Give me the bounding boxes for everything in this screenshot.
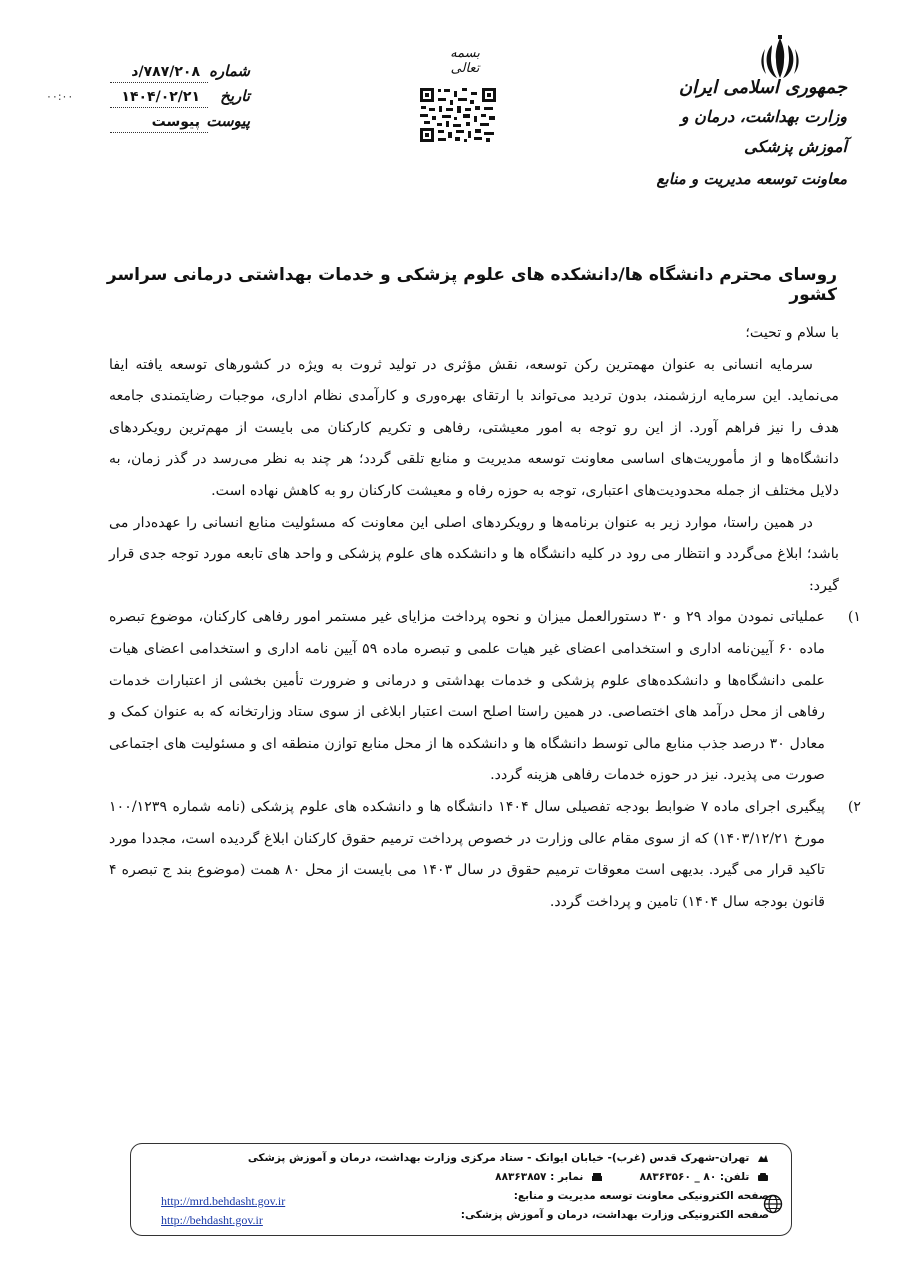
fax-icon [591, 1172, 603, 1182]
number-row [100, 62, 250, 87]
list-item [109, 792, 861, 918]
side-mark: ۰۰:۰۰ [46, 90, 74, 103]
footer-site1-label: صفحه الکترونیکی معاونت توسعه مدیریت و منابع: [513, 1190, 769, 1202]
globe-icon [763, 1194, 783, 1214]
link-ministry-website[interactable]: http://behdasht.gov.ir [161, 1213, 263, 1227]
basmala: بسمه تعالی [450, 46, 480, 76]
attachment-label: پیوست [206, 112, 250, 130]
list-item [109, 602, 861, 792]
letter-addressee: روسای محترم دانشگاه ها/دانشکده های علوم پزشکی و خدمات بهداشتی درمانی سراسر کشور [106, 265, 837, 305]
date-label: تاریخ [220, 87, 250, 105]
org-country: جمهوری اسلامی ایران [678, 77, 847, 98]
paragraph-1: سرمایه انسانی به عنوان مهمترین رکن توسعه، نقش مؤثری در تولید ثروت به ویژه در کشورهای توسعه یافته ایفا می‌نماید. این سرمایه ارزشمند، بدون تردید می‌تواند با ارتقای بهره‌وری و کارآمدی نظام اداری، موجبات رضایتمندی جامعه هدف را نیز فراهم آورد. از این رو توجه به امور معیشتی، رفاهی و تکریم کارکنان می بایست از مهم‌ترین رویکردهای دانشگاه‌ها و از مأموریت‌های اساسی معاونت توسعه مدیریت و منابع تلقی گردد؛ هر چند به نظر می‌رسد در گذر زمان، به دلایل مختلف از جمله محدودیت‌های اعتباری، توجه به حوزه رفاه و معیشت کارکنان رو به کاهش نهاده است. [109, 356, 839, 499]
attachment-value: پیوست [151, 114, 200, 130]
number-label: شماره [209, 62, 250, 80]
list-item-text: پیگیری اجرای ماده ۷ ضوابط بودجه تفصیلی سال ۱۴۰۴ دانشگاه ها و دانشکده های علوم پزشکی (نامه شماره ۱۰۰/۱۲۳۹ مورخ ۱۴۰۳/۱۲/۲۱) که از سوی مقام عالی وزارت در خصوص پرداخت ترمیم حقوق کارکنان ابلاغ گردیده است، مجددا مورد تاکید قرار می گیرد. بدیهی است معوقات ترمیم حقوق در سال ۱۴۰۳ می بایست از محل ۸۰ همت (موضوع بند ج تبصره ۴ قانون بودجه سال ۱۴۰۴) تامین و پرداخت گردد. [109, 798, 826, 910]
letter-body [109, 318, 861, 918]
greeting: با سلام و تحیت؛ [745, 325, 839, 341]
letter-number: ۷۸۷/۲۰۸/د [131, 64, 200, 80]
footer-phone: تلفن: ۸۰ _ ۸۸۳۶۳۵۶۰ [639, 1171, 750, 1183]
footer-links [161, 1192, 285, 1230]
org-ministry: وزارت بهداشت، درمان و آموزش پزشکی [680, 107, 847, 156]
footer-box [130, 1143, 792, 1236]
list-item-number: ۱) [847, 609, 861, 626]
letter-meta [100, 62, 250, 137]
phone-icon [757, 1172, 769, 1182]
footer-phone-line [289, 1168, 769, 1187]
footer-contact [247, 1149, 769, 1225]
footer-address-line [247, 1149, 769, 1168]
link-mrd-website[interactable]: http://mrd.behdasht.gov.ir [161, 1194, 286, 1208]
footer-address: تهران-شهرک قدس (غرب)- خیابان ایوانک - ستاد مرکزی وزارت بهداشت، درمان و آموزش پزشکی [247, 1152, 750, 1164]
list-item-number: ۲) [847, 798, 861, 815]
footer-fax: نمابر : ۸۸۳۶۳۸۵۷ [495, 1171, 584, 1183]
paragraph-2: در همین راستا، موارد زیر به عنوان برنامه‌ها و رویکردهای اصلی این معاونت که مسئولیت منابع انسانی را عهده‌دار می باشد؛ ابلاغ می‌گردد و انتظار می رود در کلیه دانشگاه ها و دانشکده های علوم پزشکی و واحد های تابعه مورد توجه جدی قرار گیرد: [109, 514, 839, 594]
location-icon [757, 1153, 769, 1163]
list-item-text: عملیاتی نمودن مواد ۲۹ و ۳۰ دستورالعمل میزان و نحوه پرداخت مزایای غیر مستمر امور رفاهی کارکنان، موضوع تبصره ماده ۶۰ آیین‌نامه اداری و استخدامی اعضای غیر هیات علمی و تبصره ماده ۵۹ آیین نامه اداری و استخدامی اعضای هیات علمی دانشگاه‌ها و دانشکده‌های علوم پزشکی و خدمات بهداشتی و درمانی و ضرورت تأمین بخشی از اعتبارات خدمات رفاهی از محل درآمد های اختصاصی. در همین راستا اصلح است اعتبار ابلاغی از سوی ستاد وزارتخانه که به عنوان کمک و معادل ۳۰ درصد جذب منابع مالی توسط دانشگاه ها و دانشکده ها از محل منابع توازن منطقه ای و مسئولیت های اجتماعی صورت می پذیرد. نیز در حوزه خدمات رفاهی هزینه گردد. [109, 609, 825, 784]
footer-site2-label: صفحه الکترونیکی وزارت بهداشت، درمان و آموزش پزشکی: [460, 1209, 769, 1221]
date-row [100, 87, 250, 112]
attachment-row [100, 112, 250, 137]
letter-date: ۱۴۰۴/۰۲/۲۱ [121, 89, 200, 105]
qr-code-icon [418, 86, 498, 144]
organization-header [627, 74, 847, 196]
org-deputy: معاونت توسعه مدیریت و منابع [656, 170, 847, 188]
